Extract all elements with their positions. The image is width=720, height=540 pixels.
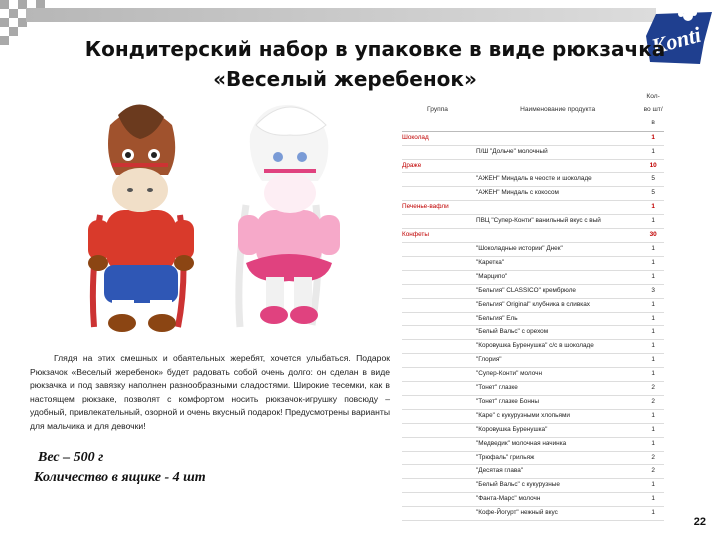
row-quantity: 5 [642,173,664,187]
row-quantity: 1 [642,242,664,256]
table-row [402,159,664,173]
table-row [402,187,664,201]
row-quantity: 1 [642,340,664,354]
row-group [402,451,473,465]
header-bar [26,8,656,22]
row-group [402,423,473,437]
table-row [402,312,664,326]
table-row [402,242,664,256]
row-group [402,465,473,479]
row-quantity: 1 [642,298,664,312]
page-title [0,34,720,94]
white-pony-icon [238,105,340,327]
row-product-name: "Кофе-Йогурт" нежный вкус [473,507,642,521]
table-row [402,298,664,312]
row-product-name: "Белый Вальс" с орехом [473,326,642,340]
row-product-name: "Трюфаль" грильяж [473,451,642,465]
row-quantity: 1 [642,131,664,145]
row-product-name [473,229,642,243]
table-row [402,229,664,243]
column-header-qty: Кол-во шт/в [642,90,664,131]
row-product-name [473,159,642,173]
row-quantity: 2 [642,382,664,396]
row-quantity: 1 [642,354,664,368]
row-quantity: 1 [642,437,664,451]
row-quantity: 30 [642,229,664,243]
row-quantity: 1 [642,270,664,284]
row-group [402,437,473,451]
row-quantity: 1 [642,423,664,437]
row-group [402,312,473,326]
row-group [402,242,473,256]
row-product-name: "АЖЕН" Миндаль с кокосом [473,187,642,201]
row-quantity: 5 [642,187,664,201]
row-product-name [473,131,642,145]
row-group [402,354,473,368]
row-product-name: "Медведик" молочная начинка [473,437,642,451]
row-quantity: 1 [642,479,664,493]
row-product-name [473,201,642,215]
row-quantity: 1 [642,312,664,326]
row-group [402,215,473,229]
table-row [402,479,664,493]
row-group [402,507,473,521]
table-row [402,507,664,521]
table-row [402,382,664,396]
row-product-name: "Каретка" [473,256,642,270]
box-quantity: Количество в ящике - 4 шт [34,470,206,485]
product-description: Глядя на этих смешных и обаятельных жеребят, хочется улыбаться. Подарок Рюкзачок «Веселый жеребенок» будет радовать собой очень долго: он сделан в виде рюкзачка и под завязку наполнен разнообразными сладостями. Широкие тесемки, как в настоящем рюкзаке, позволят с комфортом носить рюкзачок-игрушку повсюду – удобный, привлекательный, озорной и очень вкусный подарок! Предусмотрены варианты для мальчика и для девочки! [30,353,390,431]
row-product-name: "Марципо" [473,270,642,284]
table-row [402,145,664,159]
row-quantity: 1 [642,256,664,270]
row-product-name: "Тонет" глазке [473,382,642,396]
table-row [402,437,664,451]
table-row [402,284,664,298]
row-quantity: 1 [642,409,664,423]
row-quantity: 1 [642,368,664,382]
row-group [402,409,473,423]
table-row [402,256,664,270]
row-product-name: "Тонет" глазке Бонны [473,395,642,409]
row-quantity: 1 [642,507,664,521]
row-product-name: "Фанта-Марс" молочн [473,493,642,507]
table-row [402,173,664,187]
row-quantity: 1 [642,201,664,215]
row-quantity: 2 [642,451,664,465]
row-product-name: "Супер-Конти" молочн [473,368,642,382]
row-group [402,368,473,382]
row-group [402,479,473,493]
row-group: Печенье-вафли [402,201,473,215]
table-row [402,493,664,507]
row-product-name: "Глория" [473,354,642,368]
table-row [402,270,664,284]
row-group: Драже [402,159,473,173]
row-quantity: 10 [642,159,664,173]
table-row [402,395,664,409]
row-group [402,173,473,187]
pony-backpack-illustration [60,95,360,345]
row-product-name: "Белый Вальс" с кукурузные [473,479,642,493]
table-row [402,409,664,423]
page-number: 22 [693,516,706,528]
row-product-name: П/Ш "Дольче" молочный [473,145,642,159]
row-product-name: "Бельгия" CLASSICO" крембрюле [473,284,642,298]
row-quantity: 3 [642,284,664,298]
row-quantity: 1 [642,145,664,159]
row-group [402,382,473,396]
brown-pony-icon [88,104,194,332]
table-row [402,215,664,229]
table-row [402,340,664,354]
product-weight: Вес – 500 г [38,450,104,465]
product-composition-table [402,90,664,521]
table-row [402,354,664,368]
row-group [402,395,473,409]
table-row [402,423,664,437]
table-row [402,465,664,479]
row-product-name: "Бельгия" Original" клубника в сливках [473,298,642,312]
table-row [402,201,664,215]
row-group: Шоколад [402,131,473,145]
column-header-name: Наименование продукта [473,90,642,131]
row-group [402,326,473,340]
row-product-name: "Шоколадные истории" Днек" [473,242,642,256]
table-row [402,368,664,382]
row-product-name: "Каре" с кукурузными хлопьями [473,409,642,423]
row-group [402,270,473,284]
row-quantity: 1 [642,493,664,507]
title-line-1: Кондитерский набор в упаковке в виде рюкзачка [84,37,666,61]
row-group [402,187,473,201]
row-product-name: "АЖЕН" Миндаль в чеосте и шоколаде [473,173,642,187]
row-group [402,340,473,354]
table-row [402,131,664,145]
row-group: Конфеты [402,229,473,243]
logo-text: Konti [648,21,704,59]
table-row [402,451,664,465]
row-quantity: 1 [642,215,664,229]
row-group [402,256,473,270]
row-group [402,493,473,507]
title-line-2: «Веселый жеребенок» [213,67,477,91]
row-quantity: 2 [642,395,664,409]
row-group [402,284,473,298]
column-header-group: Группа [402,90,473,131]
row-product-name: "Коровушка Буренушка" с/с в шоколаде [473,340,642,354]
row-quantity: 2 [642,465,664,479]
row-product-name: "Бельгия" Ель [473,312,642,326]
row-quantity: 1 [642,326,664,340]
row-product-name: "Десятая глава" [473,465,642,479]
row-product-name: "Коровушка Буренушка" [473,423,642,437]
row-product-name: ПВЦ "Супер-Конти" ванильный вкус с вый [473,215,642,229]
row-group [402,145,473,159]
table-row [402,326,664,340]
row-group [402,298,473,312]
